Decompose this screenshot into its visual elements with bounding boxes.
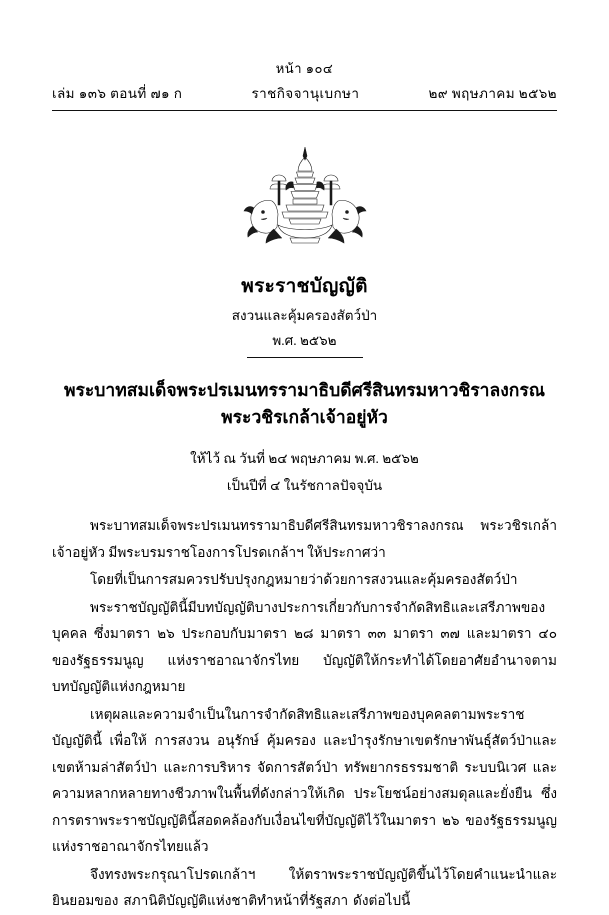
gazette-name: ราชกิจจานุเบกษา [251,86,360,101]
page-number: หน้า ๑๐๔ [275,61,334,76]
act-subject: สงวนและคุ้มครองสัตว์ป่า [231,308,378,323]
volume-info: เล่ม ๑๓๖ ตอนที่ ๗๑ ก [52,86,183,101]
paragraph: เหตุผลและความจำเป็นในการจำกัดสิทธิและเสรีภาพของบุคคลตามพระราชบัญญัตินี้ เพื่อให้ การสงวน อนุรักษ์ คุ้มครอง และบำรุงรักษาเขตรักษาพันธุ์สัตว์ป่าและเขตห้ามล่าสัตว์ป่า และการบริหาร จัดการสัตว์ป่า ทรัพยากรธรรมชาติ ระบบนิเวศ และความหลากหลายทางชีวภาพในพื้นที่ดังกล่าวให้เกิด ประโยชน์อย่างสมดุลและยั่งยืน ซึ่งการตราพระราชบัญญัตินี้สอดคล้องกับเงื่อนไขที่บัญญัติไว้ในมาตรา ๒๖ ของรัฐธรรมนูญแห่งราชอาณาจักรไทยแล้ว [52,706,557,855]
document-body [52,513,557,915]
paragraph: โดยที่เป็นการสมควรปรับปรุงกฎหมายว่าด้วยการสงวนและคุ้มครองสัตว์ป่า [90,572,518,588]
royal-name-line-1: พระบาทสมเด็จพระปรเมนทรรามาธิบดีศรีสินทรมหาวชิราลงกรณ [63,380,546,400]
reign-year: เป็นปีที่ ๔ ในรัชกาลปัจจุบัน [226,478,383,494]
header-row [52,82,557,104]
page-header [52,0,557,111]
act-title: พระราชบัญญัติ [241,276,368,297]
title-block [52,271,557,351]
garuda-emblem-icon [230,145,380,257]
act-year: พ.ศ. ๒๕๖๒ [272,329,336,351]
emblem-container [52,145,557,257]
publication-date: ๒๙ พฤษภาคม ๒๕๖๒ [428,86,557,101]
paragraph: จึงทรงพระกรุณาโปรดเกล้าฯ ให้ตราพระราชบัญญัติขึ้นไว้โดยคำแนะนำและยินยอมของ สภานิติบัญญัติแห่งชาติทำหน้าที่รัฐสภา ดังต่อไปนี้ [52,866,557,909]
paragraph: พระบาทสมเด็จพระปรเมนทรรามาธิบดีศรีสินทรมหาวชิราลงกรณ พระวชิรเกล้าเจ้าอยู่หัว มีพระบรมราชโองการโปรดเกล้าฯ ให้ประกาศว่า [52,518,557,560]
royal-name [52,377,557,431]
paragraph: พระราชบัญญัตินี้มีบทบัญญัติบางประการเกี่ยวกับการจำกัดสิทธิและเสรีภาพของบุคคล ซึ่งมาตรา ๒๖ ประกอบกับมาตรา ๒๘ มาตรา ๓๓ มาตรา ๓๗ และมาตรา ๔๐ ของรัฐธรรมนูญ แห่งราชอาณาจักรไทย บัญญัติให้กระทำได้โดยอาศัยอำนาจตามบทบัญญัติแห่งกฎหมาย [52,599,557,695]
given-date: ให้ไว้ ณ วันที่ ๒๔ พฤษภาคม พ.ศ. ๒๕๖๒ [190,451,419,467]
royal-name-line-2: พระวชิรเกล้าเจ้าอยู่หัว [221,407,388,428]
header-divider [52,110,557,111]
